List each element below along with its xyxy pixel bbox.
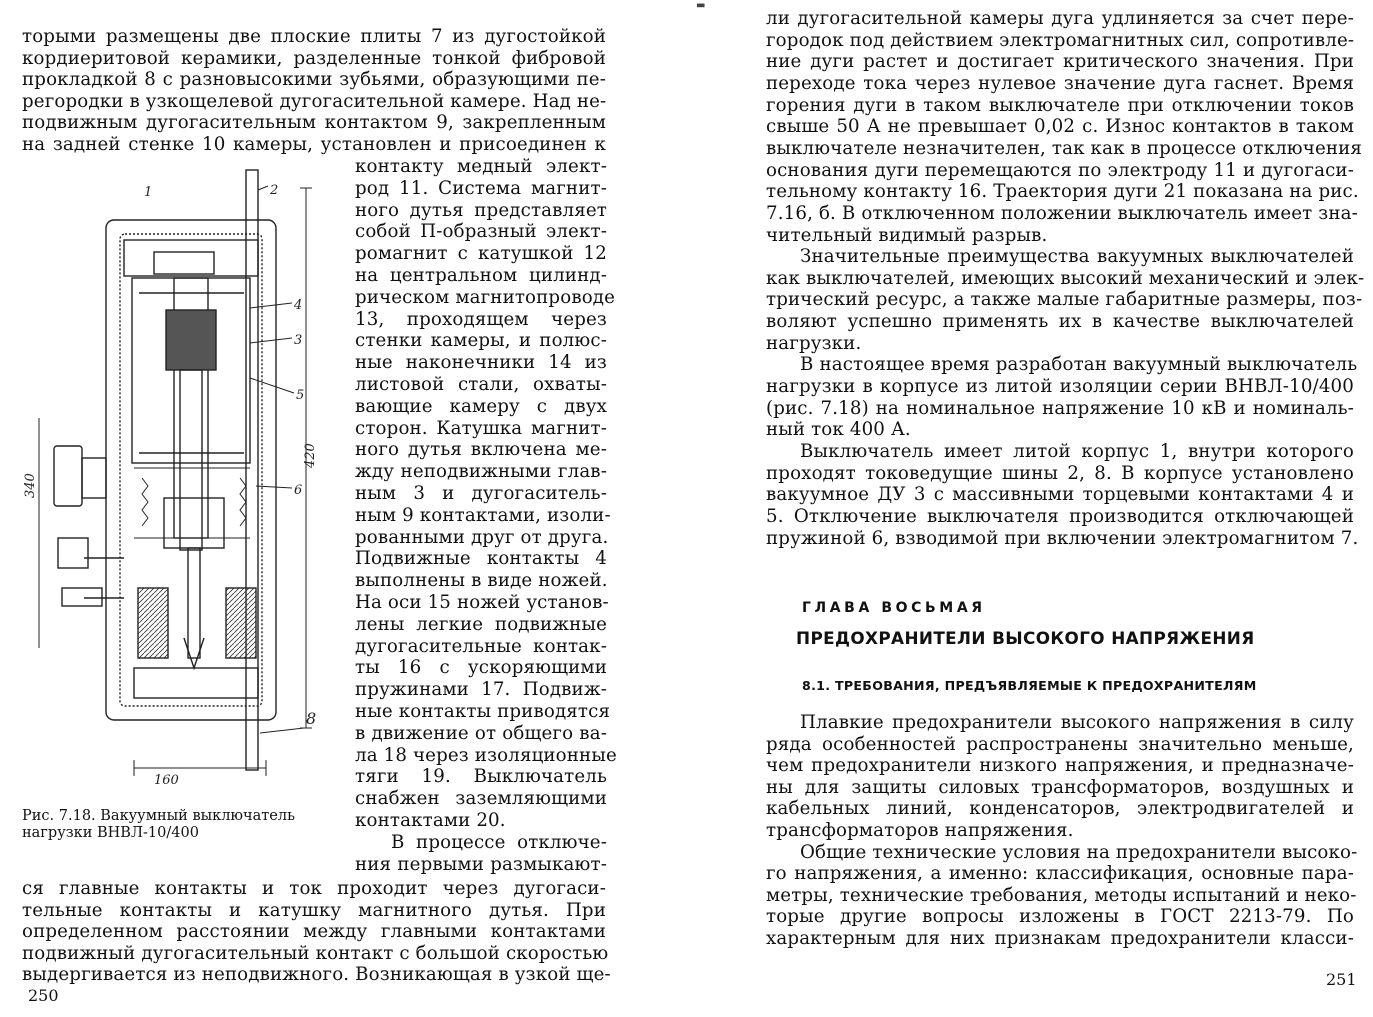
text-line: городок под действием электромагнитных сил, сопротивле- xyxy=(766,29,1355,51)
gutter-mark: ▬ xyxy=(696,0,706,11)
figure-dim-height: 420 xyxy=(303,443,318,468)
text-line: тяги 19. Выключатель xyxy=(355,766,607,788)
figure-vacuum-switch-diagram xyxy=(14,168,344,798)
chapter-label: ГЛАВА ВОСЬМАЯ xyxy=(802,600,986,616)
text-line: в движение от общего ва- xyxy=(355,722,607,744)
figure-label-1: 1 xyxy=(144,185,153,200)
text-line: 7.16, б. В отключенном положении выключатель имеет зна- xyxy=(766,202,1358,224)
text-line: ны для защиты силовых трансформаторов, воздушных и xyxy=(766,776,1354,798)
text-line: ся главные контакты и ток проходит через дугогаси- xyxy=(22,878,606,899)
page-number-left: 250 xyxy=(28,986,59,1005)
text-line: торыми размещены две плоские плиты 7 из дугостойкой xyxy=(22,26,606,47)
base-plate xyxy=(134,668,258,698)
figure-label-8: 8 xyxy=(306,709,317,728)
text-line: ла 18 через изоляционные xyxy=(355,744,617,766)
text-line: нагрузки в корпусе из литой изоляции серии ВНВЛ-10/400 xyxy=(766,376,1354,398)
text-line: тельному контакту 16. Траектория дуги 21 показана на рис. xyxy=(766,181,1359,203)
text-line: лены легкие подвижные xyxy=(355,613,607,635)
text-line: торые другие вопросы изложены в ГОСТ 2213-79. По xyxy=(766,906,1354,928)
text-line: ромагнит с катушкой 12 xyxy=(355,243,607,265)
text-line: трансформаторов напряжения. xyxy=(766,820,1074,841)
chapter-title: ПРЕДОХРАНИТЕЛИ ВЫСОКОГО НАПРЯЖЕНИЯ xyxy=(796,628,1255,648)
top-contact-block xyxy=(154,252,214,274)
text-line: подвижный дугогасительный контакт с большой скоростью xyxy=(22,942,609,964)
text-line: горения дуги в таком выключателе при отключении токов xyxy=(766,94,1354,116)
text-line: проходят токоведущие шины 2, 8. В корпусе установлено xyxy=(766,462,1354,484)
text-line: ние дуги растет и достигает критического значения. При xyxy=(766,51,1354,73)
text-line: чительный видимый разрыв. xyxy=(766,224,1048,246)
page-number-right: 251 xyxy=(1326,970,1357,989)
text-line: выдергивается из неподвижного. Возникающая в узкой ще- xyxy=(22,964,611,986)
text-line: кордиеритовой керамики, разделенные тонкой фибровой xyxy=(22,47,606,69)
text-line: свыше 50 А не превышает 0,02 с. Износ контактов в таком xyxy=(766,116,1354,138)
text-line: на задней стенке 10 камеры, установлен и присоединен к xyxy=(22,134,606,155)
text-line: ным 9 контактами, изоли- xyxy=(355,504,611,526)
text-line: воляют успешно применять их в качестве выключателей xyxy=(766,311,1354,333)
drive-motor xyxy=(54,446,82,506)
text-line: стенки камеры, и полюс- xyxy=(355,330,607,352)
section-title: 8.1. ТРЕБОВАНИЯ, ПРЕДЪЯВЛЯЕМЫЕ К ПРЕДОХРАНИТЕЛЯМ xyxy=(802,678,1257,693)
figure-dim-side: 340 xyxy=(23,473,38,498)
text-line: На оси 15 ножей установ- xyxy=(355,592,609,613)
text-line: переходе тока через нулевое значение дуга гаснет. Время xyxy=(766,72,1354,94)
text-line: листовой стали, охваты- xyxy=(355,374,607,395)
text-line: основания дуги перемещаются по электроду 11 и дугогаси- xyxy=(766,159,1354,181)
text-line: (рис. 7.18) на номинальное напряжение 10 кВ и номиналь- xyxy=(766,397,1354,419)
text-line: характерным для них признакам предохранители класси- xyxy=(766,928,1354,949)
text-line: ного дутья включена ме- xyxy=(355,439,607,461)
text-line: как выключателей, имеющих высокий механический и элек- xyxy=(766,267,1365,289)
text-line: го напряжения, а именно: классификация, основные пара- xyxy=(766,863,1354,885)
figure-dim-width: 160 xyxy=(154,773,179,788)
text-line: жду неподвижными глав- xyxy=(355,461,607,483)
text-line: 13, проходящем через xyxy=(355,308,607,330)
figure-label-4: 4 xyxy=(294,298,303,313)
coil-left xyxy=(138,588,168,658)
text-line: прокладкой 8 с разновысокими зубьями, образующими пе- xyxy=(22,69,606,91)
text-line: Общие технические условия на предохранители высоко- xyxy=(800,841,1358,863)
text-line: Плавкие предохранители высокого напряжения в силу xyxy=(800,712,1354,733)
text-line: определенном расстоянии между главными контактами xyxy=(22,921,606,943)
text-line: пружиной 6, взводимой при включении электромагнитом 7. xyxy=(766,527,1359,549)
figure-label-2: 2 xyxy=(270,183,279,198)
text-line: пружинами 17. Подвиж- xyxy=(355,679,607,701)
text-line: ного дутья представляет xyxy=(355,199,607,221)
text-line: чем предохранители низкого напряжения, и предназначе- xyxy=(766,755,1354,777)
text-line: ты 16 с ускоряющими xyxy=(355,657,607,679)
text-line: подвижным дугогасительным контактом 9, закрепленным xyxy=(22,112,606,134)
text-line: сторон. Катушка магнит- xyxy=(355,417,607,439)
text-line: В процессе отключе- xyxy=(391,831,607,853)
text-line: собой П-образный элект- xyxy=(355,221,607,243)
mechanism-block xyxy=(164,498,224,548)
figure-caption-line1: Рис. 7.18. Вакуумный выключатель xyxy=(22,808,295,824)
text-line: В настоящее время разработан вакуумный выключатель xyxy=(800,354,1358,376)
left-page xyxy=(0,0,686,1017)
text-line: метры, технические требования, методы испытаний и неко- xyxy=(766,884,1357,906)
coil-right xyxy=(226,588,256,658)
text-line: трический ресурс, а также малые габаритные размеры, поз- xyxy=(766,289,1363,311)
figure-label-3: 3 xyxy=(294,333,303,348)
text-line: снабжен заземляющими xyxy=(355,788,607,810)
text-line: ный ток 400 А. xyxy=(766,419,911,441)
text-line: кабельных линий, конденсаторов, электродвигателей и xyxy=(766,798,1354,820)
text-line: вающие камеру с двух xyxy=(355,395,607,417)
text-line: выполнены в виде ножей. xyxy=(355,570,608,592)
contact-cylinder xyxy=(166,310,216,370)
text-line: ные контакты приводятся xyxy=(355,701,611,722)
text-line: регородки в узкощелевой дугогасительной камере. Над не- xyxy=(22,90,607,112)
text-line: тельные контакты и катушку магнитного дутья. При xyxy=(22,899,606,921)
text-line: ным 3 и дугогаситель- xyxy=(355,483,607,504)
text-line: ли дугогасительной камеры дуга удлиняется за счет пере- xyxy=(766,8,1354,29)
bus-bar xyxy=(246,170,258,770)
text-line: ные наконечники 14 из xyxy=(355,352,607,374)
text-line: род 11. Система магнит- xyxy=(355,177,607,199)
text-line: 5. Отключение выключателя производится отключающей xyxy=(766,505,1354,527)
right-page xyxy=(686,0,1373,1017)
text-line: выключателе незначителен, так как в процессе отключения xyxy=(766,137,1363,159)
figure-label-6: 6 xyxy=(294,483,303,498)
text-line: Подвижные контакты 4 xyxy=(355,548,607,570)
text-line: Значительные преимущества вакуумных выключателей xyxy=(800,246,1354,268)
text-line: на центральном цилинд- xyxy=(355,265,607,286)
figure-label-5: 5 xyxy=(296,388,305,403)
text-line: вакуумное ДУ 3 с массивными торцевыми контактами 4 и xyxy=(766,484,1354,506)
text-line: рическом магнитопроводе xyxy=(355,286,616,308)
text-line: ния первыми размыкают- xyxy=(355,853,607,875)
text-line: Выключатель имеет литой корпус 1, внутри которого xyxy=(800,441,1354,462)
top-cap xyxy=(124,240,258,276)
figure-caption-line2: нагрузки ВНВЛ-10/400 xyxy=(22,825,199,841)
text-line: нагрузки. xyxy=(766,332,862,354)
text-line: дугогасительные контак- xyxy=(355,635,607,657)
text-line: ряда особенностей распространены значительно меньше, xyxy=(766,733,1354,755)
text-line: контакту медный элект- xyxy=(355,156,607,177)
text-line: контактами 20. xyxy=(355,810,506,831)
text-line: рованными друг от друга. xyxy=(355,526,609,548)
